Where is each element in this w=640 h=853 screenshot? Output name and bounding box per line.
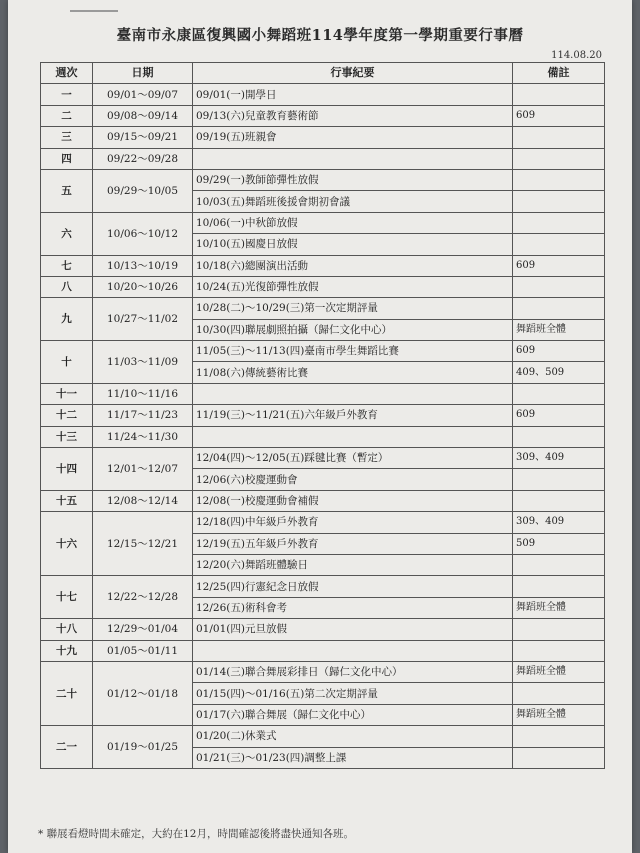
- note-cell: 舞蹈班全體: [513, 597, 605, 618]
- table-row: [41, 298, 605, 319]
- event-cell: 12/19(五)五年級戶外教育: [193, 533, 513, 554]
- event-cell: 11/19(三)～11/21(五)六年級戶外教育: [193, 405, 513, 426]
- note-cell: 609: [513, 341, 605, 362]
- event-cell: 09/01(一)開學日: [193, 84, 513, 105]
- table-row: [41, 341, 605, 362]
- event-cell: 10/10(五)國慶日放假: [193, 234, 513, 255]
- note-cell: [513, 234, 605, 255]
- table-row: [41, 490, 605, 511]
- event-cell: 09/13(六)兒童教育藝術節: [193, 105, 513, 126]
- table-row: [41, 127, 605, 148]
- week-cell: 三: [41, 127, 93, 148]
- week-cell: 九: [41, 298, 93, 341]
- header-row: [41, 63, 605, 84]
- note-cell: [513, 469, 605, 490]
- date-range-cell: 09/29～10/05: [93, 169, 193, 212]
- note-cell: 舞蹈班全體: [513, 319, 605, 340]
- table-row: [41, 661, 605, 682]
- event-cell: 09/19(五)班親會: [193, 127, 513, 148]
- note-cell: [513, 747, 605, 768]
- event-cell: 09/29(一)教師節彈性放假: [193, 169, 513, 190]
- note-cell: 509: [513, 533, 605, 554]
- event-cell: [193, 148, 513, 169]
- date-range-cell: 01/12～01/18: [93, 661, 193, 725]
- table-row: [41, 619, 605, 640]
- week-cell: 十八: [41, 619, 93, 640]
- event-cell: 10/24(五)光復節彈性放假: [193, 276, 513, 297]
- event-cell: 12/20(六)舞蹈班體驗日: [193, 554, 513, 575]
- schedule-body: [41, 84, 605, 769]
- note-cell: [513, 726, 605, 747]
- note-cell: [513, 169, 605, 190]
- date-range-cell: 09/08～09/14: [93, 105, 193, 126]
- note-cell: [513, 426, 605, 447]
- note-cell: [513, 212, 605, 233]
- date-range-cell: 11/10～11/16: [93, 383, 193, 404]
- week-cell: 五: [41, 169, 93, 212]
- page-title: 臺南市永康區復興國小舞蹈班114學年度第一學期重要行事曆: [116, 27, 524, 44]
- document-date: 114.08.20: [551, 50, 602, 61]
- event-cell: 01/17(六)聯合舞展（歸仁文化中心）: [193, 704, 513, 725]
- header-notes: 備註: [513, 63, 605, 84]
- date-range-cell: 12/08～12/14: [93, 490, 193, 511]
- table-row: [41, 276, 605, 297]
- note-cell: [513, 148, 605, 169]
- event-cell: 12/18(四)中年級戶外教育: [193, 512, 513, 533]
- event-cell: 12/25(四)行憲紀念日放假: [193, 576, 513, 597]
- event-cell: [193, 383, 513, 404]
- table-row: [41, 105, 605, 126]
- event-cell: 01/21(三)～01/23(四)調整上課: [193, 747, 513, 768]
- header-events: 行事紀要: [193, 63, 513, 84]
- table-row: [41, 405, 605, 426]
- table-row: [41, 148, 605, 169]
- week-cell: 四: [41, 148, 93, 169]
- week-cell: 十一: [41, 383, 93, 404]
- note-cell: [513, 298, 605, 319]
- note-cell: [513, 383, 605, 404]
- event-cell: 10/18(六)總團演出活動: [193, 255, 513, 276]
- event-cell: 11/05(三)～11/13(四)臺南市學生舞蹈比賽: [193, 341, 513, 362]
- event-cell: 10/06(一)中秋節放假: [193, 212, 513, 233]
- note-cell: 舞蹈班全體: [513, 704, 605, 725]
- date-range-cell: 10/13～10/19: [93, 255, 193, 276]
- date-range-cell: 01/05～01/11: [93, 640, 193, 661]
- event-cell: 12/26(五)術科會考: [193, 597, 513, 618]
- note-cell: 309、409: [513, 448, 605, 469]
- event-cell: 12/08(一)校慶運動會補假: [193, 490, 513, 511]
- week-cell: 十四: [41, 448, 93, 491]
- date-range-cell: 12/22～12/28: [93, 576, 193, 619]
- event-cell: 10/03(五)舞蹈班後援會期初會議: [193, 191, 513, 212]
- event-cell: 10/30(四)聯展劇照拍攝（歸仁文化中心）: [193, 319, 513, 340]
- table-row: [41, 426, 605, 447]
- event-cell: 12/06(六)校慶運動會: [193, 469, 513, 490]
- note-cell: 609: [513, 255, 605, 276]
- event-cell: 11/08(六)傳統藝術比賽: [193, 362, 513, 383]
- event-cell: 01/01(四)元旦放假: [193, 619, 513, 640]
- note-cell: [513, 640, 605, 661]
- table-row: [41, 84, 605, 105]
- week-cell: 一: [41, 84, 93, 105]
- note-cell: 409、509: [513, 362, 605, 383]
- date-range-cell: 10/27～11/02: [93, 298, 193, 341]
- table-row: [41, 169, 605, 190]
- date-range-cell: 11/17～11/23: [93, 405, 193, 426]
- note-cell: [513, 191, 605, 212]
- header-week: 週次: [41, 63, 93, 84]
- pencil-mark: [70, 10, 118, 12]
- note-cell: [513, 683, 605, 704]
- week-cell: 二: [41, 105, 93, 126]
- event-cell: [193, 426, 513, 447]
- note-cell: [513, 276, 605, 297]
- date-range-cell: 09/15～09/21: [93, 127, 193, 148]
- date-range-cell: 10/06～10/12: [93, 212, 193, 255]
- note-cell: [513, 576, 605, 597]
- note-cell: 舞蹈班全體: [513, 661, 605, 682]
- note-cell: [513, 554, 605, 575]
- week-cell: 十六: [41, 512, 93, 576]
- table-row: [41, 576, 605, 597]
- note-cell: 309、409: [513, 512, 605, 533]
- date-range-cell: 09/22～09/28: [93, 148, 193, 169]
- note-cell: [513, 490, 605, 511]
- note-cell: [513, 127, 605, 148]
- note-cell: [513, 84, 605, 105]
- table-row: [41, 640, 605, 661]
- table-row: [41, 726, 605, 747]
- week-cell: 二十: [41, 661, 93, 725]
- week-cell: 八: [41, 276, 93, 297]
- week-cell: 十三: [41, 426, 93, 447]
- date-range-cell: 12/15～12/21: [93, 512, 193, 576]
- week-cell: 二一: [41, 726, 93, 769]
- table-row: [41, 255, 605, 276]
- note-cell: 609: [513, 405, 605, 426]
- date-range-cell: 09/01～09/07: [93, 84, 193, 105]
- table-row: [41, 512, 605, 533]
- week-cell: 十二: [41, 405, 93, 426]
- schedule-table: [40, 62, 605, 769]
- header-dates: 日期: [93, 63, 193, 84]
- date-range-cell: 12/01～12/07: [93, 448, 193, 491]
- date-range-cell: 12/29～01/04: [93, 619, 193, 640]
- week-cell: 十五: [41, 490, 93, 511]
- document-page: [8, 0, 632, 853]
- date-range-cell: 11/24～11/30: [93, 426, 193, 447]
- week-cell: 七: [41, 255, 93, 276]
- event-cell: 01/15(四)～01/16(五)第二次定期評量: [193, 683, 513, 704]
- week-cell: 十九: [41, 640, 93, 661]
- table-row: [41, 212, 605, 233]
- event-cell: 12/04(四)～12/05(五)踩毽比賽（暫定）: [193, 448, 513, 469]
- footnote: * 聯展看燈時間未確定，大約在12月，時間確認後將盡快通知各班。: [38, 828, 354, 840]
- week-cell: 十七: [41, 576, 93, 619]
- note-cell: 609: [513, 105, 605, 126]
- table-row: [41, 383, 605, 404]
- event-cell: 10/28(二)～10/29(三)第一次定期評量: [193, 298, 513, 319]
- event-cell: [193, 640, 513, 661]
- event-cell: 01/20(二)休業式: [193, 726, 513, 747]
- date-range-cell: 01/19～01/25: [93, 726, 193, 769]
- week-cell: 六: [41, 212, 93, 255]
- date-range-cell: 11/03～11/09: [93, 341, 193, 384]
- event-cell: 01/14(三)聯合舞展彩排日（歸仁文化中心）: [193, 661, 513, 682]
- week-cell: 十: [41, 341, 93, 384]
- date-range-cell: 10/20～10/26: [93, 276, 193, 297]
- table-row: [41, 448, 605, 469]
- note-cell: [513, 619, 605, 640]
